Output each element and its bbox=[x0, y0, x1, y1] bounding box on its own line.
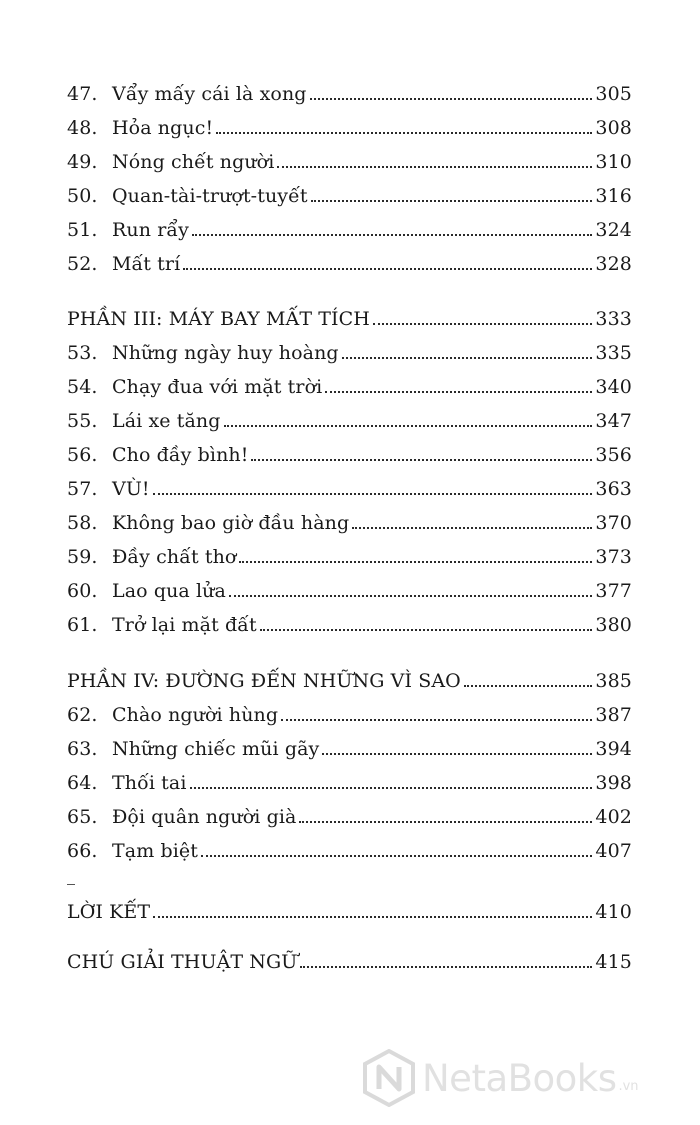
toc-entry bbox=[67, 177, 632, 207]
dot-leader bbox=[224, 425, 593, 427]
chapter-number: 50. bbox=[67, 185, 98, 207]
dot-leader bbox=[153, 493, 593, 495]
page-number: 398 bbox=[595, 772, 632, 794]
dot-leader bbox=[260, 629, 593, 631]
page-number: 324 bbox=[595, 219, 632, 241]
dot-leader bbox=[216, 132, 592, 134]
toc-entry bbox=[67, 436, 632, 466]
dot-leader bbox=[300, 966, 592, 968]
toc-section-entry bbox=[67, 662, 632, 692]
page-number: 407 bbox=[595, 840, 632, 862]
dot-leader bbox=[464, 685, 593, 687]
chapter-title: Hỏa ngục! bbox=[112, 117, 214, 139]
chapter-title: Lao qua lửa bbox=[112, 580, 226, 602]
dot-leader bbox=[251, 459, 592, 461]
page-number: 377 bbox=[595, 580, 632, 602]
section-title: PHẦN IV: ĐƯỜNG ĐẾN NHỮNG VÌ SAO bbox=[67, 670, 461, 692]
toc-section-entry bbox=[67, 943, 632, 973]
page-number: 333 bbox=[595, 308, 632, 330]
chapter-number: 55. bbox=[67, 410, 98, 432]
toc-entry bbox=[67, 245, 632, 275]
chapter-title: Quan-tài-trượt-tuyết bbox=[112, 185, 308, 207]
chapter-number: 56. bbox=[67, 444, 98, 466]
chapter-number: 49. bbox=[67, 151, 98, 173]
page-number: 415 bbox=[595, 951, 632, 973]
chapter-title: Cho đầy bình! bbox=[112, 444, 249, 466]
chapter-number: 47. bbox=[67, 83, 98, 105]
dot-leader bbox=[153, 916, 592, 918]
dot-leader bbox=[192, 234, 592, 236]
chapter-title: Run rẩy bbox=[112, 219, 189, 241]
toc-entry bbox=[67, 109, 632, 139]
chapter-title: Những chiếc mũi gãy bbox=[112, 738, 320, 760]
toc-entry bbox=[67, 798, 632, 828]
chapter-number: 53. bbox=[67, 342, 98, 364]
chapter-number: 48. bbox=[67, 117, 98, 139]
page-number: 356 bbox=[595, 444, 632, 466]
page-number: 402 bbox=[595, 806, 632, 828]
toc-entry bbox=[67, 832, 632, 862]
dot-leader bbox=[201, 855, 592, 857]
section-title: PHẦN III: MÁY BAY MẤT TÍCH bbox=[67, 308, 370, 330]
toc-entry bbox=[67, 402, 632, 432]
chapter-number: 51. bbox=[67, 219, 98, 241]
toc-entry bbox=[67, 470, 632, 500]
page-number: 373 bbox=[595, 546, 632, 568]
section-title: CHÚ GIẢI THUẬT NGỮ bbox=[67, 951, 298, 973]
page-number: 410 bbox=[595, 901, 632, 923]
toc-entry bbox=[67, 606, 632, 636]
page-number: 385 bbox=[595, 670, 632, 692]
dot-leader bbox=[342, 357, 593, 359]
chapter-title: Mất trí bbox=[112, 253, 181, 275]
page-number: 308 bbox=[595, 117, 632, 139]
chapter-title: Đầy chất thơ bbox=[112, 546, 237, 568]
page-number: 316 bbox=[595, 185, 632, 207]
page-number: 335 bbox=[595, 342, 632, 364]
dot-leader bbox=[183, 268, 592, 270]
chapter-number: 54. bbox=[67, 376, 98, 398]
dot-leader bbox=[373, 323, 592, 325]
chapter-title: Tạm biệt bbox=[112, 840, 198, 862]
page-number: 370 bbox=[595, 512, 632, 534]
toc-entry bbox=[67, 572, 632, 602]
divider bbox=[67, 884, 75, 885]
chapter-number: 61. bbox=[67, 614, 98, 636]
dot-leader bbox=[299, 821, 592, 823]
dot-leader bbox=[325, 391, 592, 393]
chapter-title: Những ngày huy hoàng bbox=[112, 342, 339, 364]
watermark-suffix: .vn bbox=[618, 1079, 639, 1094]
chapter-title: Đội quân người già bbox=[112, 806, 297, 828]
toc-entry bbox=[67, 696, 632, 726]
chapter-title: Trở lại mặt đất bbox=[112, 614, 257, 636]
chapter-title: Không bao giờ đầu hàng bbox=[112, 512, 350, 534]
section-title: LỜI KẾT bbox=[67, 901, 151, 923]
chapter-number: 65. bbox=[67, 806, 98, 828]
toc-entry bbox=[67, 730, 632, 760]
toc-entry bbox=[67, 368, 632, 398]
page-number: 310 bbox=[595, 151, 632, 173]
chapter-number: 66. bbox=[67, 840, 98, 862]
toc-entry bbox=[67, 75, 632, 105]
chapter-number: 64. bbox=[67, 772, 98, 794]
dot-leader bbox=[281, 719, 592, 721]
chapter-number: 52. bbox=[67, 253, 98, 275]
page-number: 394 bbox=[595, 738, 632, 760]
chapter-title: Chạy đua với mặt trời bbox=[112, 376, 323, 398]
chapter-title: VÙ! bbox=[112, 478, 150, 500]
page-number: 340 bbox=[595, 376, 632, 398]
netabooks-n-logo-icon bbox=[362, 1049, 416, 1107]
page-number: 305 bbox=[595, 83, 632, 105]
toc-section-entry bbox=[67, 300, 632, 330]
chapter-title: Chào người hùng bbox=[112, 704, 279, 726]
dot-leader bbox=[310, 98, 593, 100]
page-number: 380 bbox=[595, 614, 632, 636]
chapter-number: 63. bbox=[67, 738, 98, 760]
chapter-title: Lái xe tăng bbox=[112, 410, 221, 432]
dot-leader bbox=[277, 166, 592, 168]
netabooks-watermark bbox=[362, 1048, 662, 1108]
chapter-title: Nóng chết người bbox=[112, 151, 275, 173]
dot-leader bbox=[239, 561, 592, 563]
page-number: 328 bbox=[595, 253, 632, 275]
toc-section-entry bbox=[67, 893, 632, 923]
chapter-number: 57. bbox=[67, 478, 98, 500]
dot-leader bbox=[229, 595, 592, 597]
dot-leader bbox=[311, 200, 593, 202]
toc-entry bbox=[67, 211, 632, 241]
dot-leader bbox=[190, 787, 593, 789]
toc-entry bbox=[67, 334, 632, 364]
dot-leader bbox=[352, 527, 592, 529]
chapter-title: Vẩy mấy cái là xong bbox=[112, 83, 307, 105]
dot-leader bbox=[322, 753, 592, 755]
page-number: 347 bbox=[595, 410, 632, 432]
toc-entry bbox=[67, 764, 632, 794]
toc-entry bbox=[67, 143, 632, 173]
page-number: 387 bbox=[595, 704, 632, 726]
chapter-number: 59. bbox=[67, 546, 98, 568]
chapter-title: Thối tai bbox=[112, 772, 187, 794]
page-number: 363 bbox=[595, 478, 632, 500]
chapter-number: 60. bbox=[67, 580, 98, 602]
chapter-number: 58. bbox=[67, 512, 98, 534]
chapter-number: 62. bbox=[67, 704, 98, 726]
toc-entry bbox=[67, 504, 632, 534]
toc-entry bbox=[67, 538, 632, 568]
watermark-brand: NetaBooks bbox=[422, 1056, 617, 1100]
